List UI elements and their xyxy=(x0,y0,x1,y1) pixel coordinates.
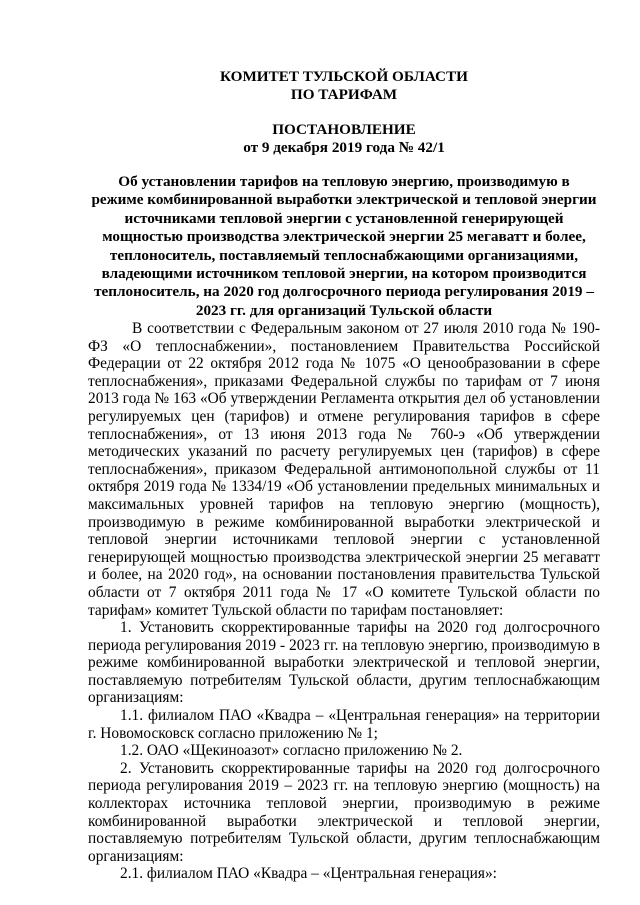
title-line: 2023 гг. для организаций Тульской области xyxy=(195,301,493,319)
document-date-number: от 9 декабря 2019 года № 42/1 xyxy=(243,139,445,156)
org-name-line2: ПО ТАРИФАМ xyxy=(290,86,398,103)
title-line: теплоноситель, поставляемый теплоснабжающими организациями, xyxy=(109,246,579,264)
document-type: ПОСТАНОВЛЕНИЕ xyxy=(272,121,416,138)
title-line: владеющими источником тепловой энергии, на котором производится xyxy=(101,265,587,283)
preamble-paragraph: В соответствии с Федеральным законом от 27 июля 2010 года № 190-ФЗ «О теплоснабжении», постановлением Правительства Российской Федерации от 22 октября 2012 года № 1075 «О ценообразовании в сфере теплоснабжения», приказами Федеральной службы по тарифам от 7 июня 2013 года № 163 «Об утверждении Регламента открытия дел об установлении регулируемых цен (тарифов) и отмене регулирования тарифов в сфере теплоснабжения», от 13 июня 2013 года № 760-э «Об утверждении методических указаний по расчету регулируемых цен (тарифов) в сфере теплоснабжения», приказом Федеральной антимонопольной службы от 11 октября 2019 года № 1334/19 «Об установлении предельных минимальных и максимальных уровней тарифов на тепловую энергию (мощность), производимую в режиме комбинированной выработки электрической и тепловой энергии источниками тепловой энергии с установленной генерирующей мощностью производства электрической энергии 25 мегаватт и более, на 2020 год», на основании постановления правительства Тульской области от 7 октября 2011 года № 17 «О комитете Тульской области по тарифам» комитет Тульской области по тарифам постановляет: xyxy=(88,320,600,619)
item-1-paragraph: 1. Установить скорректированные тарифы на 2020 год долгосрочного периода регулирования 2019 - 2023 гг. на тепловую энергию, производимую в режиме комбинированной выработки электрической и тепловой энергии, поставляемую потребителям Тульской области, другим теплоснабжающим организациям: xyxy=(88,619,600,707)
title-line: источниками тепловой энергии с установленной генерирующей xyxy=(124,209,564,227)
title-line: Об установлении тарифов на тепловую энергию, производимую в xyxy=(118,173,570,190)
item-2-paragraph: 2. Установить скорректированные тарифы на 2020 год долгосрочного периода регулирования 2019 – 2023 гг. на тепловую энергию (мощность) на коллекторах источника тепловой энергии, производимую в режиме комбинированной выработки электрической и тепловой энергии, поставляемую потребителям Тульской области, другим теплоснабжающим организациям: xyxy=(88,759,600,865)
title-line: режиме комбинированной выработки электрической и тепловой энергии xyxy=(91,191,597,209)
org-name-line1: КОМИТЕТ ТУЛЬСКОЙ ОБЛАСТИ xyxy=(220,68,468,85)
title-line: теплоноситель, на 2020 год долгосрочного периода регулирования 2019 – xyxy=(94,283,594,301)
title-line: мощностью производства электрической энергии 25 мегаватт и более, xyxy=(102,228,586,246)
item-2-1-paragraph: 2.1. филиалом ПАО «Квадра – «Центральная генерация»: xyxy=(120,865,497,883)
document-body xyxy=(88,320,600,883)
item-1-2-paragraph: 1.2. ОАО «Щекиноазот» согласно приложению № 2. xyxy=(120,742,463,760)
item-1-1-paragraph: 1.1. филиалом ПАО «Квадра – «Центральная генерация» на территории г. Новомосковск согласно приложению № 1; xyxy=(88,707,600,742)
document-title xyxy=(88,173,600,320)
